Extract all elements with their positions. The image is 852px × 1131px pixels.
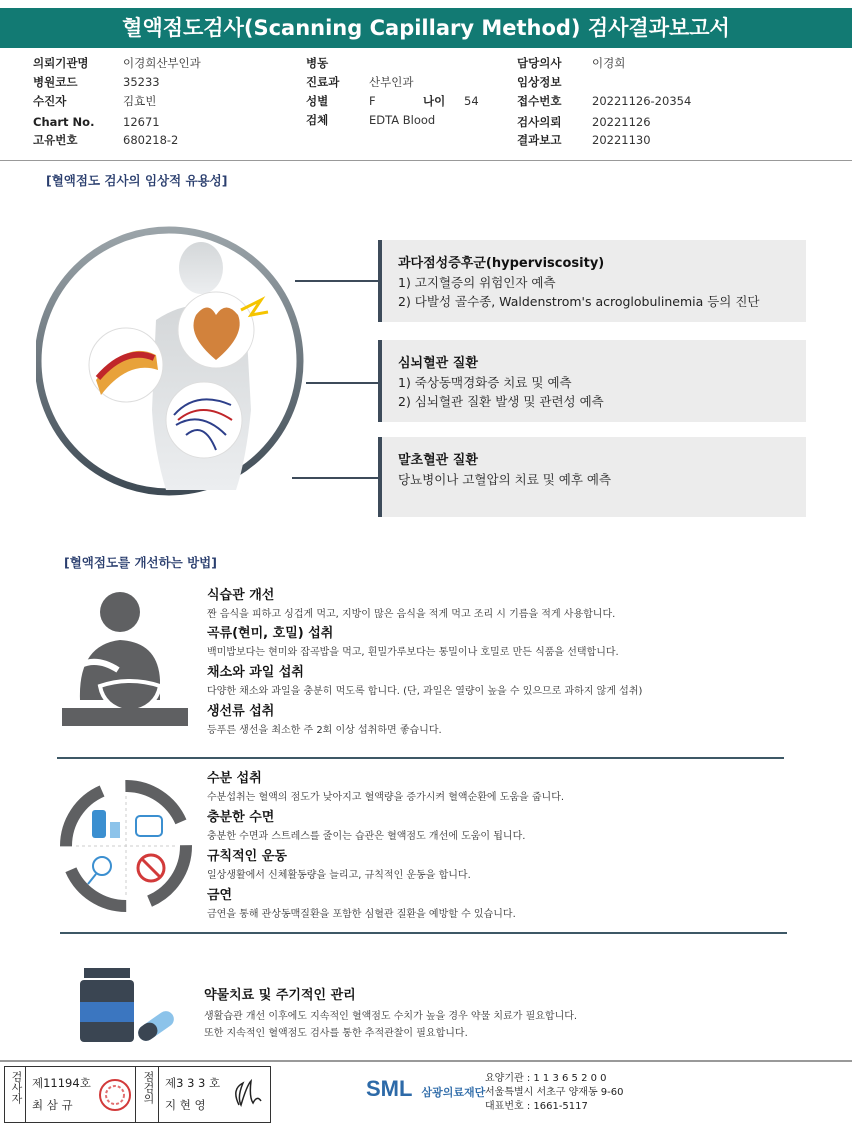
checker-label: 점검의	[142, 1071, 155, 1104]
tip-vegetable	[207, 661, 642, 697]
info-label: 검사의뢰	[517, 115, 562, 129]
inspector-no: 제11194호	[32, 1076, 91, 1090]
info-label: 결과보고	[517, 133, 562, 147]
tip-exercise	[207, 845, 471, 881]
inspector-cell	[26, 1067, 136, 1122]
tip-desc: 다양한 채소와 과일을 충분히 먹도록 합니다. (단, 과일은 열량이 높을 수 있으므로 과하지 않게 섭취)	[207, 686, 643, 697]
tip-medication	[204, 984, 577, 1039]
info-value: 20221126	[592, 115, 651, 129]
connector-line	[306, 382, 379, 384]
info-label: 병동	[306, 56, 329, 70]
box-line: 당뇨병이나 고혈압의 치료 및 예후 예측	[398, 472, 612, 487]
info-label: 수진자	[33, 94, 67, 108]
info-value: 680218-2	[123, 133, 179, 147]
tip-diet	[207, 584, 615, 620]
clinical-box-peripheral	[378, 437, 806, 517]
signature-icon	[229, 1075, 267, 1113]
tip-title: 식습관 개선	[207, 588, 275, 603]
logo-text: SML	[366, 1076, 413, 1101]
tip-nonsmoking	[207, 884, 516, 920]
info-value: EDTA Blood	[369, 113, 436, 127]
org-phone: 대표번호 : 1661-5117	[485, 1101, 588, 1112]
tip-grain	[207, 622, 619, 658]
info-value: 이경희산부인과	[123, 56, 201, 70]
tip-title: 채소와 과일 섭취	[207, 665, 304, 680]
info-label: 의뢰기관명	[33, 56, 89, 70]
tip-desc: 등푸른 생선을 최소한 주 2회 이상 섭취하면 좋습니다.	[207, 725, 442, 736]
info-label: 병원코드	[33, 75, 78, 89]
inspector-label: 검사자	[10, 1071, 23, 1104]
org-address: 서울특별시 서초구 양재동 9-60	[485, 1087, 624, 1098]
report-title: 혈액점도검사(Scanning Capillary Method) 검사결과보고서	[0, 8, 852, 48]
tip-desc: 일상생활에서 신체활동량을 늘리고, 규칙적인 운동을 합니다.	[207, 870, 471, 881]
tip-title: 약물치료 및 주기적인 관리	[204, 988, 356, 1003]
connector-line	[295, 280, 379, 282]
tip-desc: 금연을 통해 관상동맥질환을 포함한 심혈관 질환을 예방할 수 있습니다.	[207, 909, 516, 920]
box-title: 과다점성증후군(hyperviscosity)	[398, 256, 605, 271]
medicine-icon	[78, 968, 178, 1044]
seal-stamp-icon	[98, 1078, 132, 1112]
info-label: Chart No.	[33, 115, 95, 129]
info-label: 접수번호	[517, 94, 562, 108]
tip-water	[207, 767, 564, 803]
tip-desc: 또한 지속적인 혈액점도 검사를 통한 추적관찰이 필요합니다.	[204, 1028, 468, 1039]
divider	[0, 160, 852, 161]
agency-code: 요양기관 : 1 1 3 6 5 2 0 0	[485, 1073, 607, 1084]
connector-line	[292, 477, 379, 479]
tip-title: 금연	[207, 888, 233, 903]
org-name: 삼광의료재단	[421, 1086, 486, 1099]
clinical-box-hyperviscosity	[378, 240, 806, 322]
signature-table	[4, 1066, 271, 1123]
info-value: 산부인과	[369, 75, 414, 89]
tip-title: 충분한 수면	[207, 810, 275, 825]
info-value: 20221126-20354	[592, 94, 692, 108]
tip-desc: 생활습관 개선 이후에도 지속적인 혈액점도 수치가 높을 경우 약물 치료가 필요합니다.	[204, 1011, 578, 1022]
org-logo	[366, 1076, 485, 1102]
clinical-section-title: [혈액점도 검사의 임상적 유용성]	[46, 173, 228, 188]
eating-person-icon	[60, 590, 192, 736]
box-title: 말초혈관 질환	[398, 453, 478, 468]
tip-title: 수분 섭취	[207, 771, 262, 786]
checker-no: 제3 3 3 호	[165, 1076, 221, 1090]
tip-title: 생선류 섭취	[207, 704, 275, 719]
inspector-name: 최 삼 규	[32, 1098, 73, 1112]
tip-desc: 짠 음식을 피하고 싱겁게 먹고, 지방이 많은 음식을 적게 먹고 조리 시 기름을 적게 사용합니다.	[207, 609, 616, 620]
info-label: 검체	[306, 113, 329, 127]
box-line: 1) 죽상동맥경화증 치료 및 예측	[398, 375, 572, 390]
tip-fish	[207, 700, 442, 736]
info-label: 성별	[306, 94, 329, 108]
tip-desc: 충분한 수면과 스트레스를 줄이는 습관은 혈액점도 개선에 도움이 됩니다.	[207, 831, 526, 842]
info-value: 이경희	[592, 56, 626, 70]
info-value: F	[369, 94, 376, 108]
box-line: 1) 고지혈증의 위험인자 예측	[398, 275, 556, 290]
checker-label-cell	[136, 1067, 159, 1122]
tip-title: 곡류(현미, 호밀) 섭취	[207, 626, 334, 641]
box-line: 2) 다발성 골수종, Waldenstrom's acroglobulinemia 등의 진단	[398, 294, 760, 309]
checker-cell	[159, 1067, 269, 1122]
age-value: 54	[464, 94, 479, 108]
info-block	[0, 54, 852, 154]
section-separator	[57, 757, 784, 759]
info-value: 20221130	[592, 133, 651, 147]
info-value: 12671	[123, 115, 160, 129]
info-label: 담당의사	[517, 56, 562, 70]
tip-title: 규칙적인 운동	[207, 849, 287, 864]
tip-desc: 수분섭취는 혈액의 점도가 낮아지고 혈액량을 증가시켜 혈액순환에 도움을 줍니다.	[207, 792, 565, 803]
org-info	[485, 1072, 624, 1114]
tip-sleep	[207, 806, 525, 842]
box-title: 심뇌혈관 질환	[398, 356, 478, 371]
tip-desc: 백미밥보다는 현미와 잡곡밥을 먹고, 흰밀가루보다는 통밀이나 호밀로 만든 식품을 선택합니다.	[207, 647, 619, 658]
info-label: 임상정보	[517, 75, 562, 89]
checker-name: 지 현 영	[165, 1098, 206, 1112]
clinical-box-cardio	[378, 340, 806, 422]
age-label: 나이	[423, 94, 446, 108]
info-label: 고유번호	[33, 133, 78, 147]
body-illustration	[36, 220, 306, 506]
improve-section-title: [혈액점도를 개선하는 방법]	[64, 555, 217, 570]
info-label: 진료과	[306, 75, 340, 89]
section-separator	[60, 932, 787, 934]
info-value: 35233	[123, 75, 160, 89]
info-value: 김효빈	[123, 94, 157, 108]
box-line: 2) 심뇌혈관 질환 발생 및 관련성 예측	[398, 394, 604, 409]
inspector-label-cell	[5, 1067, 26, 1122]
lifestyle-cycle-icon	[56, 770, 196, 920]
